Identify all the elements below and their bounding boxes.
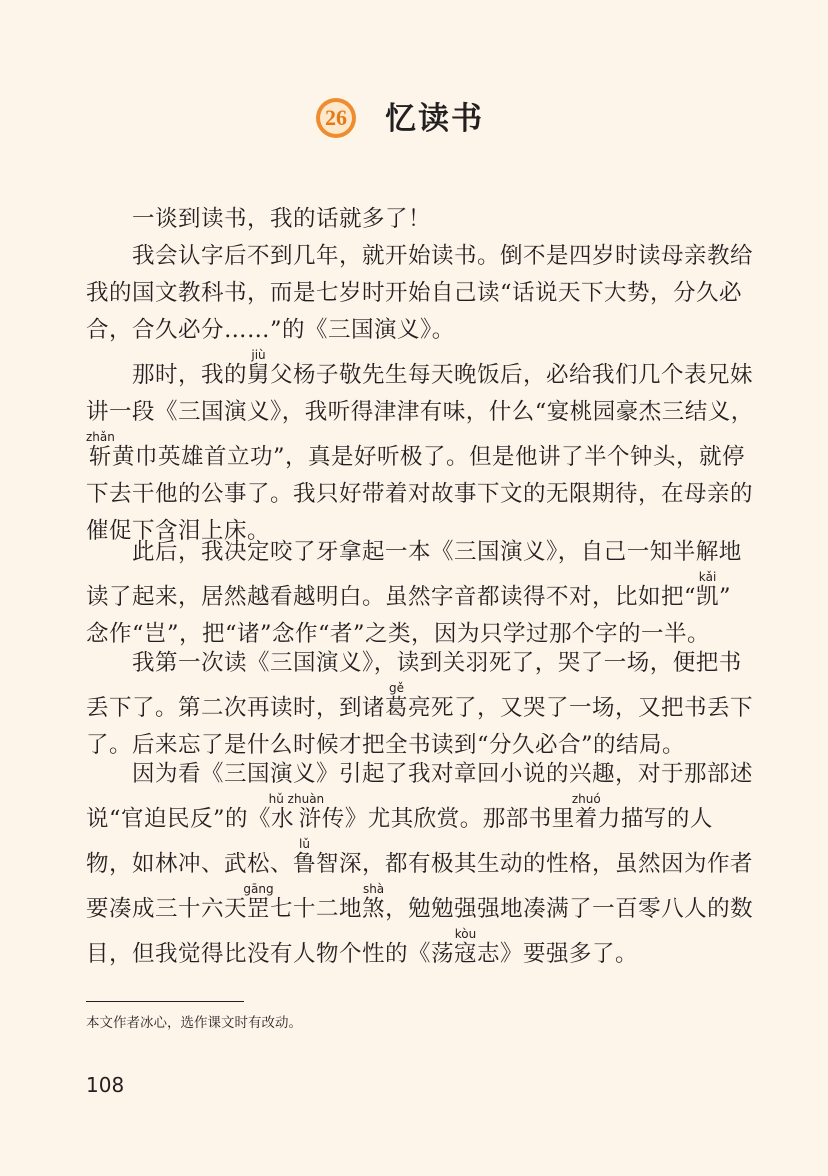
pinyin-annotated-char: 斩zhǎn	[86, 430, 115, 470]
page-number: 108	[86, 1073, 125, 1097]
pinyin-annotated-char: 舅jiù	[247, 348, 271, 388]
paragraph	[86, 348, 754, 550]
pinyin: zhuó	[571, 792, 601, 806]
lesson-header	[0, 97, 828, 147]
pinyin: zhǎn	[86, 430, 115, 444]
text-line: 物，如林冲、武松、鲁lǔ智深，都有极其生动的性格，虽然因为作者	[86, 837, 754, 877]
pinyin-annotated-char: 水浒hǔ zhuàn	[268, 792, 325, 832]
pinyin: gāng	[243, 882, 274, 896]
paragraph	[86, 534, 746, 653]
paragraph	[86, 238, 754, 349]
pinyin-annotated-char: 寇kòu	[454, 927, 478, 967]
text-line: 我会认字后不到几年，就开始读书。倒不是四岁时读母亲教给	[86, 243, 754, 269]
pinyin: gě	[385, 681, 409, 695]
pinyin: lǔ	[293, 837, 317, 851]
text-line: 我的国文教科书，而是七岁时开始自己读“话说天下大势，分久必	[86, 280, 743, 306]
lesson-number-badge	[316, 98, 356, 138]
text-line: 下去干他的公事了。我只好带着对故事下文的无限期待，在母亲的	[86, 481, 754, 507]
text-line: 念作“岂”，把“诸”念作“者”之类，因为只学过那个字的一半。	[86, 621, 711, 647]
text-line: 了。后来忘了是什么时候才把全书读到“分久必合”的结局。	[86, 732, 686, 758]
pinyin: jiù	[247, 348, 271, 362]
footnote-divider	[86, 1001, 244, 1002]
pinyin-annotated-char: 罡gāng	[243, 882, 274, 922]
text-line: 要凑成三十六天罡gāng七十二地煞shà，勉勉强强地凑满了一百零八人的数	[86, 882, 754, 922]
pinyin-annotated-char: 着zhuó	[571, 792, 601, 832]
pinyin-annotated-char: 凯kǎi	[696, 570, 720, 610]
paragraph	[86, 645, 754, 764]
text-line: 目，但我觉得比没有人物个性的《荡寇kòu志》要强多了。	[86, 927, 639, 967]
text-line: 催促下含泪上床。	[86, 518, 271, 544]
pinyin-annotated-char: 葛gě	[385, 681, 409, 721]
text-line: 斩zhǎn黄巾英雄首立功”，真是好听极了。但是他讲了半个钟头，就停	[86, 430, 745, 470]
lesson-number: 26	[320, 102, 352, 134]
text-line: 那时，我的舅jiù父杨子敬先生每天晚饭后，必给我们几个表兄妹	[86, 348, 754, 388]
text-line: 丢下了。第二次再读时，到诸葛gě亮死了，又哭了一场，又把书丢下	[86, 681, 754, 721]
text-line: 因为看《三国演义》引起了我对章回小说的兴趣，对于那部述	[86, 761, 754, 787]
pinyin-annotated-char: 煞shà	[362, 882, 386, 922]
text-line: 说“官迫民反”的《水浒hǔ zhuàn传》尤其欣赏。那部书里着zhuó力描写的人	[86, 792, 713, 832]
pinyin: kòu	[454, 927, 478, 941]
pinyin: kǎi	[696, 570, 720, 584]
text-line: 读了起来，居然越看越明白。虽然字音都读得不对，比如把“凯kǎi”	[86, 570, 732, 610]
text-line: 我第一次读《三国演义》，读到关羽死了，哭了一场，便把书	[86, 650, 742, 676]
paragraph	[86, 756, 754, 973]
paragraph	[86, 201, 746, 238]
pinyin: shà	[362, 882, 386, 896]
page-title: 忆读书	[385, 101, 484, 137]
pinyin-annotated-char: 鲁lǔ	[293, 837, 317, 877]
text-line: 一谈到读书，我的话就多了！	[86, 206, 432, 232]
text-line: 此后，我决定咬了牙拿起一本《三国演义》，自己一知半解地	[86, 539, 742, 565]
footnote: 本文作者冰心，选作课文时有改动。	[86, 1015, 302, 1031]
text-line: 合，合久必分……”的《三国演义》。	[86, 317, 455, 343]
pinyin: hǔ zhuàn	[268, 792, 325, 806]
text-line: 讲一段《三国演义》，我听得津津有味，什么“宴桃园豪杰三结义，	[86, 399, 754, 425]
